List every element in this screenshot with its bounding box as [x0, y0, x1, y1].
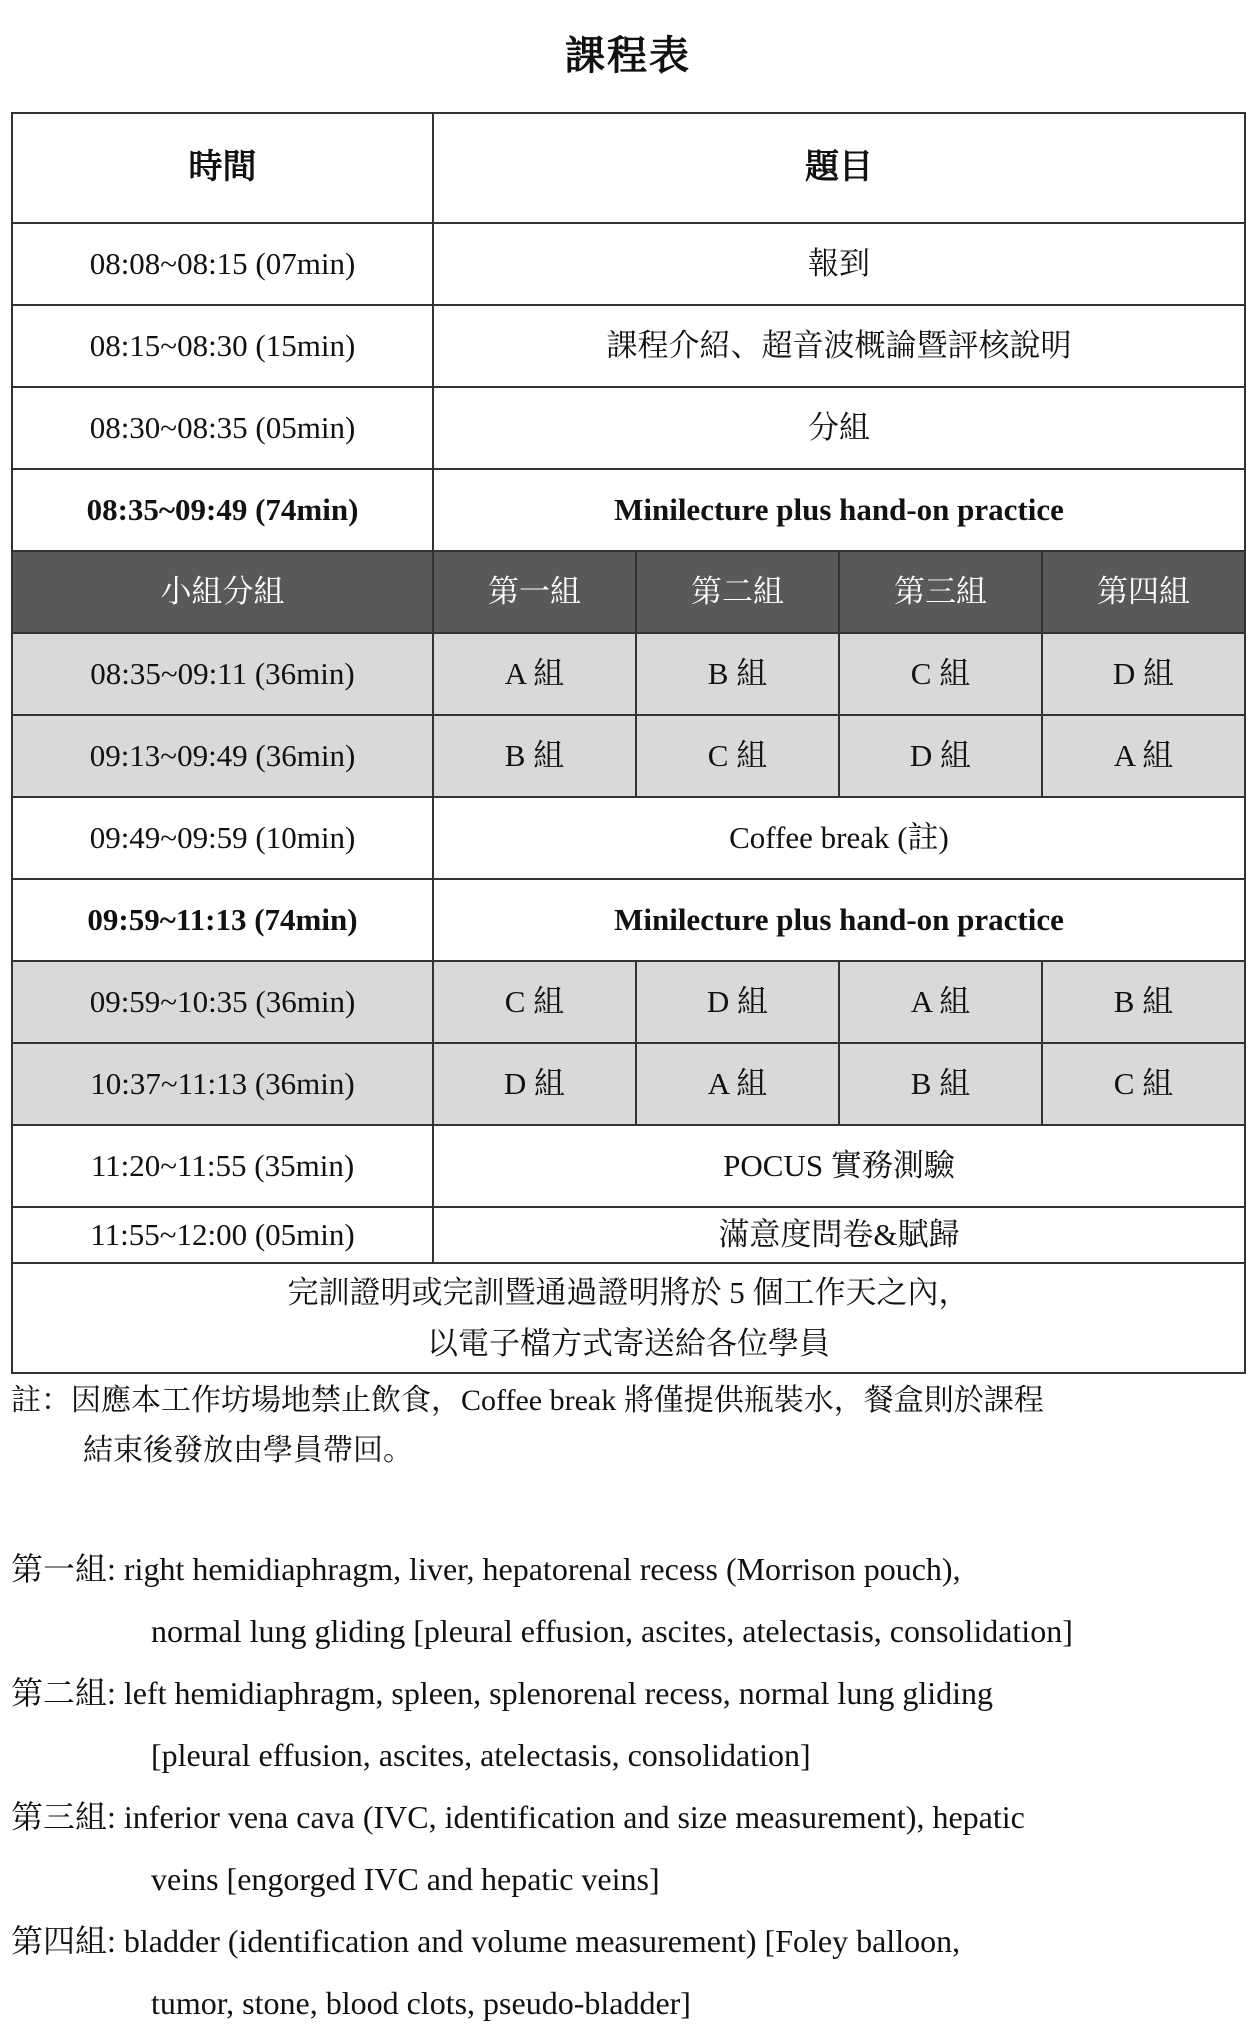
group-topic-line1: 第三組: inferior vena cava (IVC, identification and size measurement), hepatic — [11, 1799, 1025, 1835]
group-topic-line1: 第一組: right hemidiaphragm, liver, hepatorenal recess (Morrison pouch), — [11, 1551, 961, 1587]
survey-time: 11:55~12:00 (05min) — [12, 1207, 433, 1263]
rotation-time: 09:59~10:35 (36min) — [12, 961, 433, 1043]
group-header-row — [12, 551, 1245, 633]
table-row — [12, 387, 1245, 469]
group-header-label: 小組分組 — [12, 551, 433, 633]
row-time: 08:08~08:15 (07min) — [12, 223, 433, 305]
rotation-cell: B 組 — [1042, 961, 1245, 1043]
rotation-cell: D 組 — [433, 1043, 636, 1125]
certificate-row — [12, 1263, 1245, 1373]
break-time: 09:49~09:59 (10min) — [12, 797, 433, 879]
group-topic-line2: veins [engorged IVC and hepatic veins] — [151, 1861, 660, 1897]
rotation-cell: B 組 — [433, 715, 636, 797]
group-topic-item — [11, 1538, 1246, 1662]
exam-topic: POCUS 實務測驗 — [433, 1125, 1245, 1207]
session-row — [12, 879, 1245, 961]
group-topic-item — [11, 1662, 1246, 1786]
rotation-cell: C 組 — [1042, 1043, 1245, 1125]
group-topics — [11, 1538, 1246, 2034]
table-row — [12, 305, 1245, 387]
rotation-row — [12, 715, 1245, 797]
exam-row — [12, 1125, 1245, 1207]
survey-row — [12, 1207, 1245, 1263]
exam-time: 11:20~11:55 (35min) — [12, 1125, 433, 1207]
break-topic: Coffee break (註) — [433, 797, 1245, 879]
rotation-time: 09:13~09:49 (36min) — [12, 715, 433, 797]
group-topic-line2: [pleural effusion, ascites, atelectasis, consolidation] — [151, 1737, 811, 1773]
header-topic: 題目 — [433, 113, 1245, 223]
group-header-2: 第二組 — [636, 551, 839, 633]
rotation-cell: D 組 — [1042, 633, 1245, 715]
group-topic-line2: normal lung gliding [pleural effusion, ascites, atelectasis, consolidation] — [151, 1613, 1073, 1649]
rotation-cell: A 組 — [636, 1043, 839, 1125]
rotation-cell: A 組 — [839, 961, 1042, 1043]
session-topic: Minilecture plus hand-on practice — [433, 879, 1245, 961]
rotation-time: 08:35~09:11 (36min) — [12, 633, 433, 715]
session-time: 09:59~11:13 (74min) — [12, 879, 433, 961]
schedule-table — [11, 112, 1246, 1374]
page-title: 課程表 — [565, 33, 691, 78]
group-topic-line1: 第四組: bladder (identification and volume measurement) [Foley balloon, — [11, 1923, 961, 1959]
rotation-cell: C 組 — [433, 961, 636, 1043]
rotation-row — [12, 633, 1245, 715]
rotation-cell: B 組 — [636, 633, 839, 715]
rotation-cell: A 組 — [433, 633, 636, 715]
rotation-cell: B 組 — [839, 1043, 1042, 1125]
table-header-row — [12, 113, 1245, 223]
certificate-line1: 完訓證明或完訓暨通過證明將於 5 個工作天之內， — [287, 1274, 970, 1310]
rotation-cell: C 組 — [839, 633, 1042, 715]
footnote — [11, 1376, 1246, 1475]
certificate-line2: 以電子檔方式寄送給各位學員 — [427, 1326, 830, 1361]
row-time: 08:30~08:35 (05min) — [12, 387, 433, 469]
session-row — [12, 469, 1245, 551]
group-header-3: 第三組 — [839, 551, 1042, 633]
session-time: 08:35~09:49 (74min) — [12, 469, 433, 551]
row-time: 08:15~08:30 (15min) — [12, 305, 433, 387]
break-row — [12, 797, 1245, 879]
rotation-cell: D 組 — [839, 715, 1042, 797]
row-topic: 課程介紹、超音波概論暨評核說明 — [433, 305, 1245, 387]
footnote-line1: 註：因應本工作坊場地禁止飲食，Coffee break 將僅提供瓶裝水，餐盒則於課程 — [11, 1384, 1044, 1417]
table-row — [12, 223, 1245, 305]
rotation-cell: C 組 — [636, 715, 839, 797]
group-topic-line2: tumor, stone, blood clots, pseudo-bladder] — [151, 1985, 691, 2021]
row-topic: 分組 — [433, 387, 1245, 469]
footnote-line2: 結束後發放由學員帶回。 — [83, 1433, 413, 1467]
group-topic-line1: 第二組: left hemidiaphragm, spleen, splenorenal recess, normal lung gliding — [11, 1675, 993, 1711]
survey-topic: 滿意度問卷&賦歸 — [433, 1207, 1245, 1263]
group-header-4: 第四組 — [1042, 551, 1245, 633]
rotation-row — [12, 1043, 1245, 1125]
rotation-cell: A 組 — [1042, 715, 1245, 797]
group-topic-item — [11, 1786, 1246, 1910]
rotation-time: 10:37~11:13 (36min) — [12, 1043, 433, 1125]
row-topic: 報到 — [433, 223, 1245, 305]
rotation-cell: D 組 — [636, 961, 839, 1043]
header-time: 時間 — [12, 113, 433, 223]
group-topic-item — [11, 1910, 1246, 2034]
certificate-note — [12, 1263, 1245, 1373]
group-header-1: 第一組 — [433, 551, 636, 633]
rotation-row — [12, 961, 1245, 1043]
session-topic: Minilecture plus hand-on practice — [433, 469, 1245, 551]
